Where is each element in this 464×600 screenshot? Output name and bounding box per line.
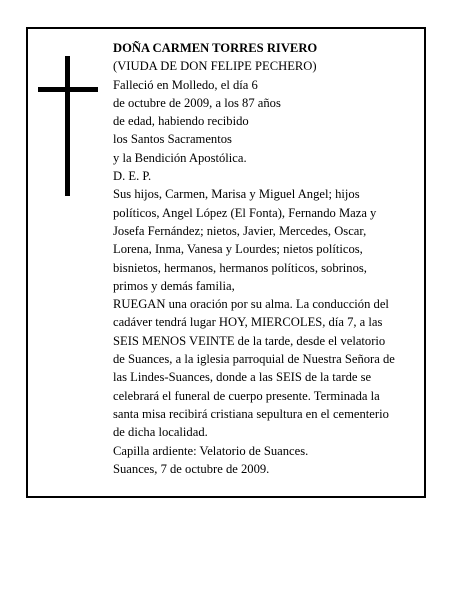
- text-line: Josefa Fernández; nietos, Javier, Mercedes, Oscar,: [113, 223, 367, 238]
- deceased-name: DOÑA CARMEN TORRES RIVERO: [113, 41, 318, 55]
- chapel-line: Capilla ardiente: Velatorio de Suances.: [113, 443, 309, 458]
- text-line: celebrará el funeral de cuerpo presente. Terminada la: [113, 388, 380, 403]
- text-line: santa misa recibirá cristiana sepultura en el cementerio: [113, 406, 389, 421]
- text-line: RUEGAN una oración por su alma. La conducción del: [113, 297, 389, 312]
- text-line: Sus hijos, Carmen, Marisa y Miguel Angel; hijos: [113, 187, 360, 202]
- text-line: de octubre de 2009, a los 87 años: [113, 95, 281, 110]
- text-line: de edad, habiendo recibido: [113, 114, 249, 129]
- text-line: las Lindes-Suances, donde a las SEIS de la tarde se: [113, 370, 372, 385]
- text-line: cadáver tendrá lugar HOY, MIERCOLES, día 7, a las: [113, 315, 383, 330]
- text-line: los Santos Sacramentos: [113, 132, 232, 147]
- dep-line: D. E. P.: [113, 169, 152, 184]
- text-line: de dicha localidad.: [113, 425, 208, 440]
- text-line: primos y demás familia,: [113, 278, 235, 293]
- text-line: SEIS MENOS VEINTE de la tarde, desde el velatorio: [113, 333, 386, 348]
- text-line: y la Bendición Apostólica.: [113, 150, 247, 165]
- text-line: Lorena, Inma, Vanesa y Lourdes; nietos políticos,: [113, 242, 363, 257]
- text-line: Falleció en Molledo, el día 6: [113, 77, 258, 92]
- cross-horizontal-bar: [38, 87, 98, 92]
- cross-vertical-bar: [65, 56, 70, 196]
- cross-icon: [38, 56, 98, 196]
- text-line: bisnietos, hermanos, hermanos políticos, sobrinos,: [113, 260, 367, 275]
- widow-of: (VIUDA DE DON FELIPE PECHERO): [113, 59, 317, 74]
- text-line: políticos, Angel López (El Fonta), Fernando Maza y: [113, 205, 377, 220]
- obituary-text: [113, 39, 421, 478]
- place-date-line: Suances, 7 de octubre de 2009.: [113, 461, 270, 476]
- text-line: de Suances, a la iglesia parroquial de Nuestra Señora de: [113, 352, 395, 367]
